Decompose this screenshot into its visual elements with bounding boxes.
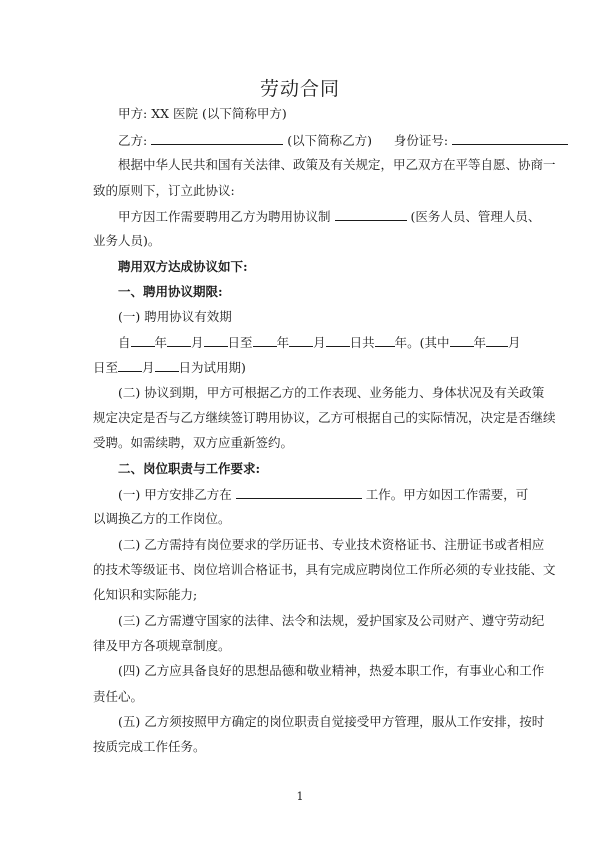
page-number: 1	[296, 790, 304, 803]
section-1-item-2-line-2: 规定决定是否与乙方继续签订聘用协议，乙方可根据自己的实际情况，决定是否继续	[93, 410, 556, 425]
hire-statement-line-2: 业务人员)。	[93, 233, 161, 248]
party-b-line	[118, 132, 558, 149]
section-1-item-2-line-3: 受聘。如需续聘，双方应重新签约。	[93, 435, 294, 450]
section-1-heading: 一、聘用协议期限:	[118, 284, 223, 299]
section-2-item-4-line-2: 责任心。	[93, 689, 144, 704]
party-b-label: 乙方:	[118, 133, 148, 148]
period-line-1: 自 年 月 日至 年 月 日共 年。(其中 年 月	[118, 335, 521, 350]
section-2-item-5-line-1: (五) 乙方须按照甲方确定的岗位职责自觉接受甲方管理，服从工作安排，按时	[118, 714, 545, 729]
section-1-item-1: (一) 聘用协议有效期	[118, 309, 232, 324]
start-year-blank[interactable]	[131, 334, 155, 347]
probation-start-year-blank[interactable]	[450, 334, 474, 347]
id-number-label: 身份证号:	[393, 133, 449, 148]
section-2-heading: 二、岗位职责与工作要求:	[118, 461, 261, 476]
work-post-blank[interactable]	[236, 486, 362, 499]
party-a-value: XX 医院	[151, 106, 198, 121]
start-day-blank[interactable]	[204, 334, 228, 347]
probation-start-month-blank[interactable]	[486, 334, 508, 347]
probation-end-month-blank[interactable]	[118, 359, 142, 372]
party-a-label: 甲方:	[118, 106, 148, 121]
hire-statement-categories: (医务人员、管理人员、	[410, 209, 541, 224]
section-2-item-1-line-2: 以调换乙方的工作岗位。	[93, 511, 231, 526]
id-number-blank[interactable]	[452, 132, 568, 145]
hire-statement-text: 甲方因工作需要聘用乙方为聘用协议制	[118, 209, 331, 224]
end-month-blank[interactable]	[289, 334, 313, 347]
section-2-item-2-line-3: 化知识和实际能力;	[93, 587, 198, 602]
period-line-2: 日至 月 日为试用期)	[93, 360, 246, 375]
party-a-line	[118, 106, 558, 122]
section-2-item-3-line-2: 律及甲方各项规章制度。	[93, 638, 231, 653]
section-2-item-3-line-1: (三) 乙方需遵守国家的法律、法令和法规，爱护国家及公司财产、遵守劳动纪	[118, 613, 545, 628]
start-month-blank[interactable]	[167, 334, 191, 347]
end-day-blank[interactable]	[326, 334, 350, 347]
intro-line-1: 根据中华人民共和国有关法律、政策及有关规定，甲乙双方在平等自愿、协商一	[118, 157, 556, 172]
end-year-blank[interactable]	[253, 334, 277, 347]
section-2-item-2-line-1: (二) 乙方需持有岗位要求的学历证书、专业技术资格证书、注册证书或者相应	[118, 537, 545, 552]
hire-statement-line-1	[118, 208, 558, 225]
total-years-blank[interactable]	[375, 334, 395, 347]
section-2-item-2-line-2: 的技术等级证书、岗位培训合格证书，具有完成应聘岗位工作所必须的专业技能、文	[93, 562, 556, 577]
probation-end-day-blank[interactable]	[155, 359, 179, 372]
intro-line-2: 致的原则下，订立此协议:	[93, 183, 235, 198]
section-2-item-1-line-1: (一) 甲方安排乙方在 工作。甲方如因工作需要，可	[118, 487, 529, 502]
document-title: 劳动合同	[259, 78, 340, 100]
party-a-note: (以下简称甲方)	[201, 106, 287, 121]
party-b-note: (以下简称乙方)	[287, 133, 372, 148]
section-1-item-2-line-1: (二) 协议到期，甲方可根据乙方的工作表现、业务能力、身体状况及有关政策	[118, 385, 545, 400]
hire-type-blank[interactable]	[335, 208, 407, 221]
party-b-name-blank[interactable]	[151, 132, 283, 145]
section-2-item-5-line-2: 按质完成工作任务。	[93, 739, 206, 754]
agreement-heading: 聘用双方达成协议如下:	[118, 259, 248, 274]
section-2-item-4-line-1: (四) 乙方应具备良好的思想品德和敬业精神，热爱本职工作，有事业心和工作	[118, 663, 545, 678]
